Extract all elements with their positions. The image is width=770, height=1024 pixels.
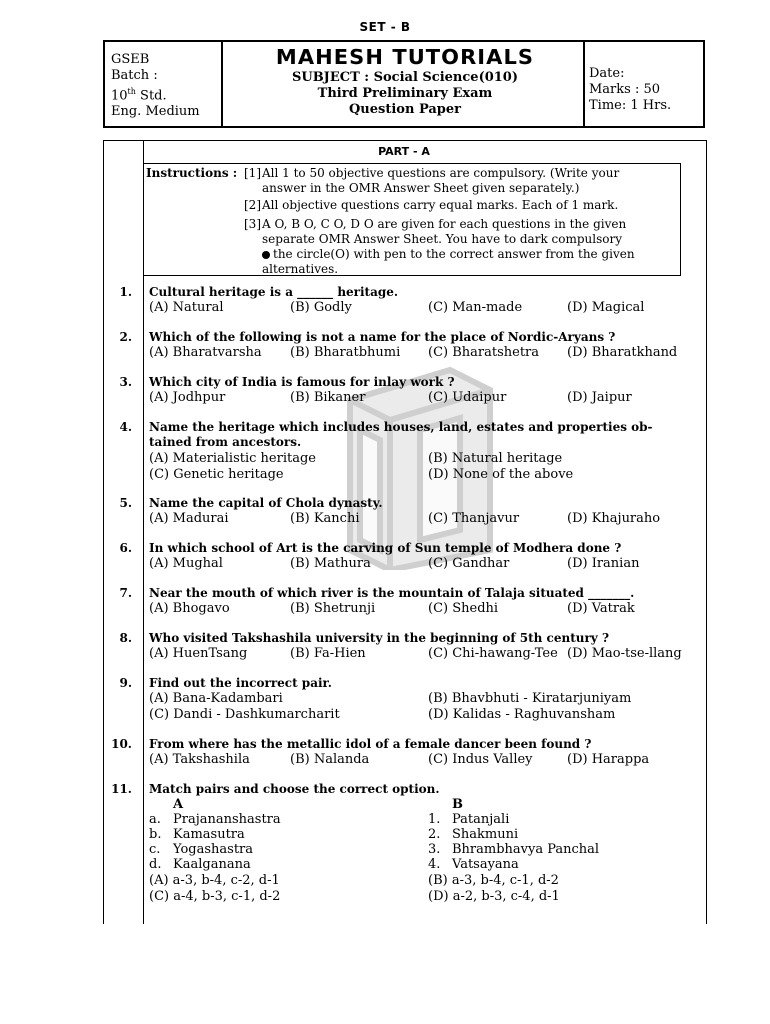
option: (C) Shedhi — [428, 601, 499, 616]
pair-right-text: Bhrambhavya Panchal — [452, 842, 600, 857]
option: (B) Shetrunji — [290, 601, 376, 616]
option: (D) Iranian — [567, 556, 640, 571]
option: (C) Thanjavur — [428, 511, 520, 526]
question-paper-body: PART - A Instructions : [1] All 1 to 50 objective questions are compulsory. (Write your answer in the OMR Answer Sheet given separately.) [2] All objective questions carry equal marks. Each of 1 mark. [3] A O, B O, C O, D O are given for each questions in the given separate OMR Answer Sheet. You have to dark compulsory the circle(O) with pen to the correct answer from the given alternatives. 1. Cultural heritage is a ______ heritage. (A) Natural (B) Godly (C) Man-made (D) Magical 2. Which of the following is not a name for the place of Nordic-Aryans ? (A) Bharatvarsha (B) Bharatbhumi (C) Bharatshetra (D) Bharatkhand 3. Which city of India is famous for inlay work ? (A) Jodhpur (B) Bikaner (C) Udaipur (D) Jaipur 4. Name the heritage which includes houses, land, estates and properties ob- tained from ancestors. (A) Materialistic heritage (B) Natural heritage (C) Genetic heritage (D) None of the above 5. Name the capital of Chola dynasty. (A) Madurai (B) Kanchi (C) Thanjavur (D) Khajuraho 6. In which school of Art is the carving of Sun temple of Modhera done ? (A) Mughal (B) Mathura (C) Gandhar (D) Iranian 7. Near the mouth of which river is the mountain of Talaja situated _______. (A) Bhogavo (B) Shetrunji (C) Shedhi (D) Vatrak 8. Who visited Takshashila university in the beginning of 5th century ? (A) HuenTsang (B) Fa-Hien (C) Chi-hawang-Tee (D) Mao-tse-llang 9. Find out the incorrect pair. (A) Bana-Kadambari (B) Bhavbhuti - Kiratarjuniyam (C) Dandi - Dashkumarcharit (D) Kalidas - Raghuvansham 10. From where has the metallic idol of a female dancer been found ? (A) Takshashila (B) Nalanda (C) Indus Valley (D) Harappa 11. Match pairs and choose the correct option. A B a. Prajananshastra 1. Patanjali b. Kamasutra 2. Shakmuni c. Yogashastra 3. Bhrambhavya Panchal d. Kaalganana 4. Vatsayana (A) a-3, b-4, c-2, d-1 (B) a-3, b-4, c-1, d-2 (C) a-4, b-3, c-1, d-2 (D) a-2, b-3, c-4, d-1 — [103, 140, 707, 924]
column-a-header: A — [173, 797, 184, 812]
header-right-info — [589, 66, 671, 114]
option: (B) Godly — [290, 300, 352, 315]
column-b-header: B — [452, 797, 463, 812]
option: (B) Fa-Hien — [290, 646, 366, 661]
option: (D) a-2, b-3, c-4, d-1 — [428, 889, 560, 904]
option: (A) Madurai — [149, 511, 229, 526]
batch-label: Batch : — [111, 68, 158, 83]
marks-label: Marks : 50 — [589, 82, 661, 97]
option: (B) Bikaner — [290, 390, 366, 405]
pair-right-text: Patanjali — [452, 812, 510, 827]
option: (B) Bharatbhumi — [290, 345, 401, 360]
pair-right-text: Shakmuni — [452, 827, 519, 842]
pair-left-text: Kaalganana — [173, 857, 251, 872]
option: (A) a-3, b-4, c-2, d-1 — [149, 873, 280, 888]
option: (C) Udaipur — [428, 390, 507, 405]
set-label: SET - B — [359, 20, 411, 34]
exam-line: Third Preliminary Exam — [317, 86, 493, 101]
option: (D) Bharatkhand — [567, 345, 678, 360]
instruction-item: [1] All 1 to 50 objective questions are compulsory. (Write your answer in the OMR Answer Sheet given separately.) — [244, 166, 620, 195]
instructions-label: Instructions : — [146, 166, 238, 180]
medium-label: Eng. Medium — [111, 104, 200, 120]
filled-circle-icon — [262, 251, 270, 259]
option: (A) Bharatvarsha — [149, 345, 262, 360]
time-label: Time: 1 Hrs. — [589, 98, 672, 113]
option: (A) Takshashila — [149, 752, 250, 767]
option: (D) Kalidas - Raghuvansham — [428, 707, 616, 722]
option: (C) Man-made — [428, 300, 523, 315]
option: (A) Bhogavo — [149, 601, 230, 616]
option: (A) HuenTsang — [149, 646, 248, 661]
option: (A) Jodhpur — [149, 390, 226, 405]
pair-left-label: b. — [149, 827, 162, 842]
pair-left-text: Kamasutra — [173, 827, 245, 842]
instruction-item: [3] A O, B O, C O, D O are given for each questions in the given separate OMR Answer Sheet. You have to dark compulsory the circle(O) with pen to the correct answer from the given alternatives. — [244, 217, 635, 276]
brand-title: MAHESH TUTORIALS — [275, 45, 535, 69]
pair-right-label: 2. — [428, 827, 441, 842]
board-label: GSEB — [111, 52, 150, 67]
part-title: PART - A — [378, 145, 430, 158]
header-center — [225, 44, 585, 118]
option: (B) Natural heritage — [428, 451, 563, 466]
pair-right-label: 1. — [428, 812, 441, 827]
header-box — [103, 40, 705, 128]
option: (B) Kanchi — [290, 511, 360, 526]
option: (C) Dandi - Dashkumarcharit — [149, 707, 340, 722]
pair-right-label: 4. — [428, 857, 441, 872]
option: (D) None of the above — [428, 467, 574, 482]
subject-line: SUBJECT : Social Science(010) — [291, 70, 519, 85]
option: (A) Bana-Kadambari — [149, 691, 283, 706]
option: (C) a-4, b-3, c-1, d-2 — [149, 889, 281, 904]
option: (A) Materialistic heritage — [149, 451, 316, 466]
option: (D) Magical — [567, 300, 645, 315]
pair-right-label: 3. — [428, 842, 441, 857]
date-label: Date: — [589, 66, 625, 81]
option: (C) Indus Valley — [428, 752, 533, 767]
pair-left-text: Yogashastra — [173, 842, 254, 857]
paper-line: Question Paper — [348, 102, 462, 117]
option: (C) Genetic heritage — [149, 467, 284, 482]
header-divider — [583, 42, 585, 126]
option: (A) Mughal — [149, 556, 223, 571]
instructions-box — [143, 163, 681, 276]
pair-left-label: c. — [149, 842, 161, 857]
option: (D) Mao-tse-llang — [567, 646, 682, 661]
option: (B) a-3, b-4, c-1, d-2 — [428, 873, 559, 888]
option: (C) Chi-hawang-Tee — [428, 646, 558, 661]
option: (C) Bharatshetra — [428, 345, 540, 360]
pair-left-text: Prajananshastra — [173, 812, 281, 827]
option: (D) Jaipur — [567, 390, 632, 405]
pair-left-label: d. — [149, 857, 162, 872]
option: (D) Harappa — [567, 752, 650, 767]
option: (D) Khajuraho — [567, 511, 661, 526]
option: (A) Natural — [149, 300, 224, 315]
option: (B) Nalanda — [290, 752, 370, 767]
std-label: 10th Std. — [111, 87, 167, 104]
option: (C) Gandhar — [428, 556, 510, 571]
instruction-item: [2] All objective questions carry equal marks. Each of 1 mark. — [244, 198, 619, 212]
pair-left-label: a. — [149, 812, 161, 827]
option: (D) Vatrak — [567, 601, 635, 616]
header-left-info — [111, 52, 221, 120]
pair-right-text: Vatsayana — [452, 857, 519, 872]
option: (B) Mathura — [290, 556, 371, 571]
option: (B) Bhavbhuti - Kiratarjuniyam — [428, 691, 632, 706]
